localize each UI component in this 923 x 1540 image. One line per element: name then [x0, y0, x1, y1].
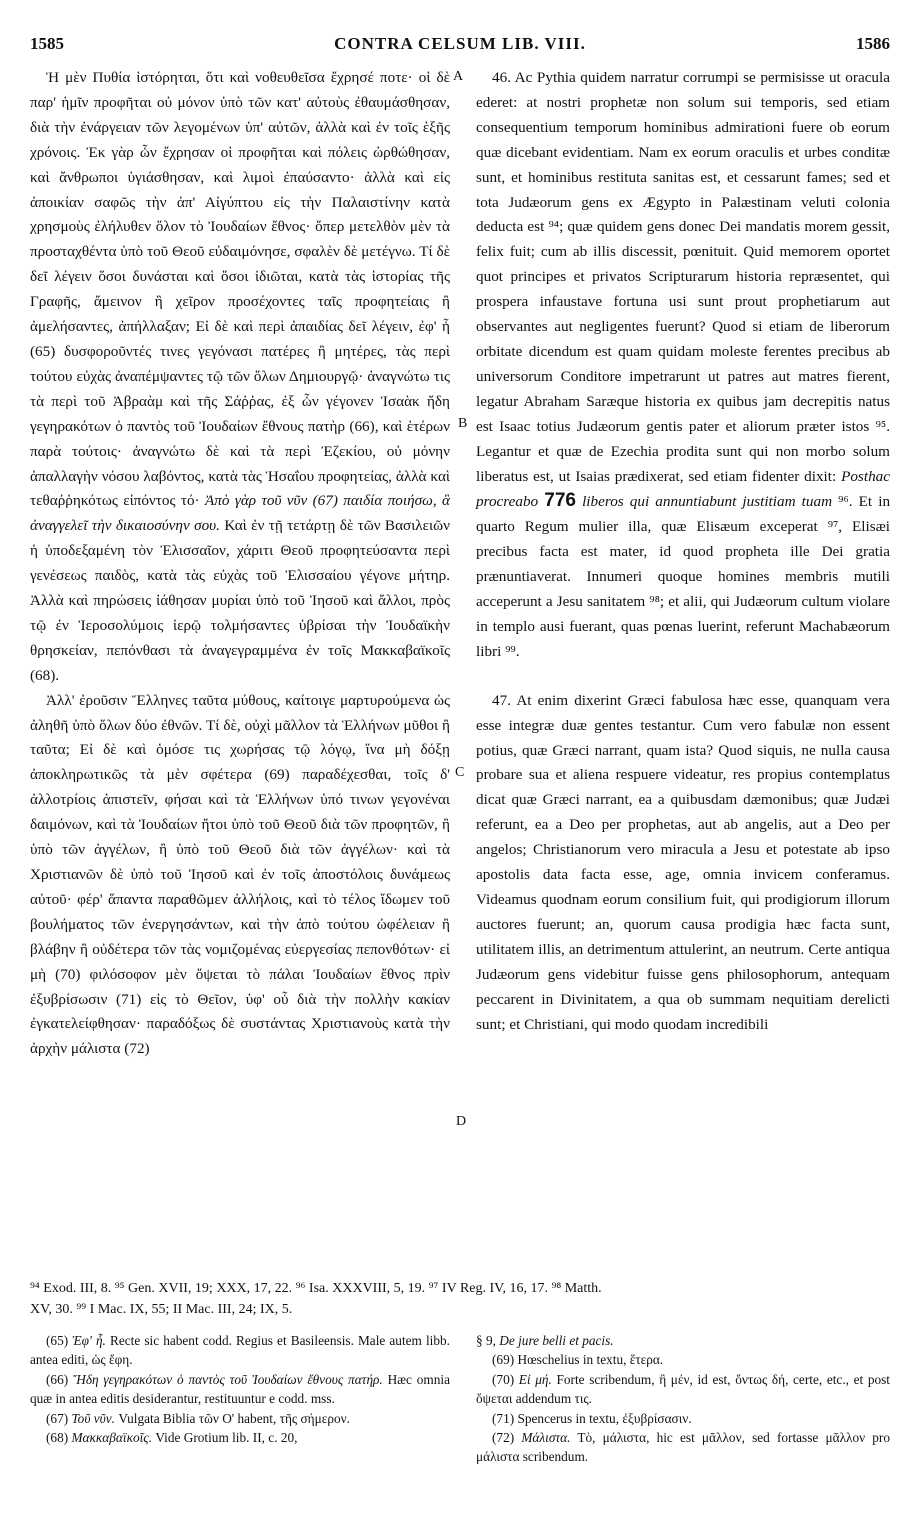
- margin-letter-d: D: [456, 1114, 467, 1129]
- note-71: (71) Spencerus in textu, ἐξυβρίσασιν.: [492, 1410, 692, 1426]
- note-72: (72) Μάλιστα. Τὸ, μάλιστα, hic est μᾶλλον, sed fortasse μᾶλλον pro μάλιστα scribendum.: [476, 1430, 891, 1465]
- note-65: (65) Ἐφ' ἧ. Recte sic habent codd. Regius et Basileensis. Male autem libb. antea editi, ὡς ἔφη.: [30, 1333, 450, 1368]
- critical-notes-right: [476, 1331, 890, 1467]
- note-70: (70) Εἰ μή. Forte scribendum, ἢ μέν, id est, ὄντως δή, certe, etc., et post ὄψεται addendum τις.: [476, 1371, 890, 1407]
- latin-paragraph-46: 46. Ac Pythia quidem narratur corrumpi se permisisse ut oracula ederet: at nostri prophetæ non solum sui temporis, sed etiam consequentium temporum hominibus admirationi fuere ob eorum quæ dicebant evidentiam. Nam ex eorum oraculis et urbes conditæ sunt, et hominibus restituta sanitas est, et cessarunt fames; sed et tota Judæorum gens ex Ægypto in Palæstinam veluti colonia deducta est ⁹⁴; quæ quidem gens donec Dei mandatis morem gessit, felix fuit; cum ab illis discessit, pœnituit. Quid memorem oportet quot principes et privatos Scripturarum historia repræsentet, qui prospera infaustave fortuna usi sunt prout prophetiarum aut observantes aut negligentes fuerunt? Quod si etiam de liberorum orbitate dicendum est quam quidam moleste ferentes precibus ab universorum Conditore impetrarunt ut patres aut matres fierent, legatur Abraham Saræque historia ex quibus jam decrepitis natus est Isaac totius Judæorum gentis pater et aliorum præter istos ⁹⁵. Legantur et quæ de Ezechia prodita sunt qui non morbo solum liberatus est, ut Isaias prædixerat, sed etiam fidenter dixit: Posthac procreabo 776 liberos qui annuntiabunt justitiam tuam ⁹⁶. Et in quarto Regum mulier illa, quæ Elisæum exceperat ⁹⁷, Elisæi precibus facta est mater, id quod propheta ille Dei gratia prænuntiaverat. Innumeri quoque homines membris mutili acceperunt a Jesu sanitatem ⁹⁸; et alii, qui Judæorum cultum violare in templo ausi fuerant, quas pœnas luerint, referunt Machabæorum libri ⁹⁹.: [476, 69, 891, 660]
- migne-page-marker: 776: [544, 490, 576, 512]
- running-title: CONTRA CELSUM LIB. VIII.: [334, 34, 586, 53]
- greek-paragraph-47: Ἀλλ' ἐροῦσιν Ἕλληνες ταῦτα μύθους, καίτοιγε μαρτυρούμενα ὡς ἀληθῆ ὑπὸ ὅλων δύο ἐθνῶν. Τί δὲ, οὐχὶ μᾶλλον τὰ Ἑλλήνων μῦθοι ἢ ταῦτα; Εἰ δὲ καὶ ὁμόσε τις χωρήσας τῷ λόγῳ, ἵνα μὴ δόξῃ ἀποκληρωτικῶς τὰ μὲν σφέτερα (69) παραδέχεσθαι, τοῖς δ' ἀλλοτρίοις ἀπιστεῖν, φήσαι καὶ τὰ Ἑλλήνων ὑπό τινων γεγονέναι δαιμόνων, καὶ τὰ Ἰουδαίων ἤτοι ὑπὸ τοῦ Θεοῦ διὰ τῶν προφητῶν, ἢ ὑπὸ τῶν ἀγγέλων, ἢ ὑπὸ τοῦ Θεοῦ διὰ τῶν ἀγγέλων· καὶ τὰ Χριστιανῶν δὲ ὑπὸ τοῦ Ἰησοῦ καὶ ἐν τοῖς ἀποστόλοις δυνάμεως αὐτοῦ· φέρ' ἅπαντα παραθῶμεν ἀλλήλοις, καὶ τὸ τέλος ἴδωμεν τοῦ βουλήματος τῶν ἐνεργησάντων, καὶ τὴν ἀπὸ τούτου ὠφέλειαν ἢ βλάβην ἢ οὐδέτερα τῶν τὰς νομιζομένας εὐεργεσίας πεπονθότων· εἰ μὴ (70) φιλόσοφον μὲν ὄψεται τὸ πάλαι Ἰουδαίων ἔθνος πρὶν ἐξυβρίσωσιν (71) εἰς τὸ Θεῖον, ὑφ' οὗ διὰ τὴν πολλὴν κακίαν ἐγκατελείφθησαν· παραδόξως δὲ συστάντας Χριστιανοὺς κατὰ τὴν ἀρχὴν μάλιστα (72): [30, 691, 450, 1058]
- margin-letter-c: C: [455, 765, 465, 780]
- right-page-number: 1586: [856, 34, 890, 53]
- latin-paragraph-47: 47. At enim dixerint Græci fabulosa hæc esse, quanquam vera esse integræ duæ gentes testantur. Cum vero fabulæ non essent potius, quæ Græci narrant, quam ista? Quod siquis, ne nulla causa probare sua et aliena respuere videatur, res propius contemplatus dicat quæ Græci narrant, ea a quibusdam dæmonibus; quæ Judæi referunt, ea a Deo per prophetas, aut ab angelis, aut a Deo per angelos; Christianorum vero miracula a Jesu et potestate ab ipso apostolis data facta esse, age, omnia invicem conferamus. Videamus quodnam eorum consilium fuit, qui prodigiorum illorum auctores fuerunt; an, quorum causa prodigia hæc facta sunt, utilitatem illis, an detrimentum attulerint, an neutrum. Certe antiqua Judæorum gens videbitur fuisse gens philosophorum, antequam peccarent in Divinitatem, a qua ob summam nequitiam derelicti sunt; et Christiani, qui modo quodam incredibili: [476, 691, 890, 1033]
- left-page-number: 1585: [30, 34, 64, 53]
- greek-paragraph-46: Ἡ μὲν Πυθία ἱστόρηται, ὅτι καὶ νοθευθεῖσα ἔχρησέ ποτε· οἱ δὲ παρ' ἡμῖν προφῆται οὐ μόνον ὑπὸ τῶν κατ' αὐτοὺς ἐθαυμάσθησαν, διὰ τὴν ἐνάργειαν τῶν λεγομένων ὑπ' αὐτῶν, ἀλλὰ καὶ ἐν τοῖς ἑξῆς χρόνοις. Ἐκ γὰρ ὧν ἔχρησαν οἱ προφῆται καὶ πόλεις ὠρθώθησαν, καὶ ἄνθρωποι ὑγιάσθησαν, καὶ λιμοὶ ἐπαύσαντο· ἀλλὰ καὶ εἰς ἀποικίαν σαφῶς τὴν ἀπ' Αἰγύπτου εἰς τὴν Παλαιστίνην κατὰ χρησμοὺς ἐλήλυθεν ὅλον τὸ Ἰουδαίων ἔθνος· ὅπερ μετελθὸν μὲν τὰ προσταχθέντα ὑπὸ τοῦ Θεοῦ εὐδαιμόνησε, σφαλὲν δὲ μετέγνω. Τί δὲ δεῖ λέγειν ὅσοι δυνάσται καὶ ὅσοι ἰδιῶται, κατὰ τὰς ἱστορίας τῆς Γραφῆς, ἄμεινον ἢ χεῖρον προσέχοντες ταῖς προφητείαις ἢ ἀμελήσαντες, ἀπήλλαξαν; Εἰ δὲ καὶ περὶ ἀπαιδίας δεῖ λέγειν, ἐφ' ἧ (65) δυσφοροῦντές τινες γεγόνασι πατέρες ἢ μητέρες, τὰς περὶ τούτου εὐχὰς ἀναπέμψαντες τῷ τῶν ὅλων Δημιουργῷ· ἀναγνώτω τις τὰ περὶ τοῦ Ἀβραὰμ καὶ τῆς Σάῤῥας, ἐξ ὧν γέγονεν Ἰσαὰκ ἤδη γεγηρακότων ὁ παντὸς τοῦ Ἰουδαίων ἔθνους πατὴρ (66), καὶ ἑτέρων παρὰ τούτοις· ἀναγνώτω δὲ καὶ τὰ περὶ Ἐζεκίου, οὐ μόνην ἀπαλλαγὴν νόσου λαβόντος, κατὰ τὰς Ἡσαΐου προφητείας, ἀλλὰ καὶ τεθαῤῥηκότως εἰπόντος τό· Ἀπὸ γὰρ τοῦ νῦν (67) παιδία ποιήσω, ἃ ἀναγγελεῖ τὴν δικαιοσύνην σου. Καὶ ἐν τῇ τετάρτῃ δὲ τῶν Βασιλειῶν ἡ ὑποδεξαμένη τὸν Ἐλισσαῖον, χάριτι Θεοῦ προφητεύσαντα περὶ γενέσεως παιδὸς, κατὰ τὰς εὐχὰς τοῦ Ἐλισσαίου γέγονε μήτηρ. Ἀλλὰ καὶ πηρώσεις ἰάθησαν μυρίαι ὑπὸ τοῦ Ἰησοῦ καὶ ἄλλοι, πρὸς τῷ ἐν Ἱεροσολύμοις ἱερῷ τολμήσαντες ὑβρίσαι τὴν Ἰουδαϊκὴν θρησκείαν, πεπόνθασι τὰ ἀναγεγραμμένα ἐν τοῖς Μακκαβαϊκοῖς (68).: [30, 69, 450, 684]
- running-header: [30, 34, 890, 60]
- margin-letter-a: A: [453, 69, 464, 84]
- greek-quotation: Ἀπὸ γὰρ τοῦ νῦν (67) παιδία ποιήσω, ἃ ἀναγγελεῖ τὴν δικαιοσύνην σου.: [30, 492, 450, 535]
- note-67: (67) Τοῦ νῦν. Vulgata Biblia τῶν Ο' habent, τῆς σήμερον.: [46, 1410, 350, 1426]
- note-68-continued: § 9, De jure belli et pacis.: [476, 1333, 614, 1348]
- reference-line: XV, 30. ⁹⁹ I Mac. IX, 55; II Mac. III, 24; IX, 5.: [30, 1302, 293, 1317]
- scripture-references: [30, 1278, 890, 1320]
- greek-column: [30, 66, 450, 1062]
- note-69: (69) Hœschelius in textu, ἕτερα.: [492, 1352, 664, 1368]
- note-68: (68) Μακκαβαϊκοῖς. Vide Grotium lib. II, c. 20,: [46, 1430, 298, 1446]
- note-66: (66) Ἤδη γεγηρακότων ὁ παντὸς τοῦ Ἰουδαίων ἔθνους πατήρ. Hæc omnia quæ in antea editis desiderantur, restituuntur e codd. mss.: [30, 1371, 451, 1407]
- reference-line: ⁹⁴ Exod. III, 8. ⁹⁵ Gen. XVII, 19; XXX, 17, 22. ⁹⁶ Isa. XXXVIII, 5, 19. ⁹⁷ IV Reg. IV, 16, 17. ⁹⁸ Matth.: [30, 1281, 602, 1296]
- margin-letter-b: B: [458, 416, 468, 431]
- latin-column: [476, 66, 890, 1037]
- critical-notes-left: [30, 1331, 450, 1447]
